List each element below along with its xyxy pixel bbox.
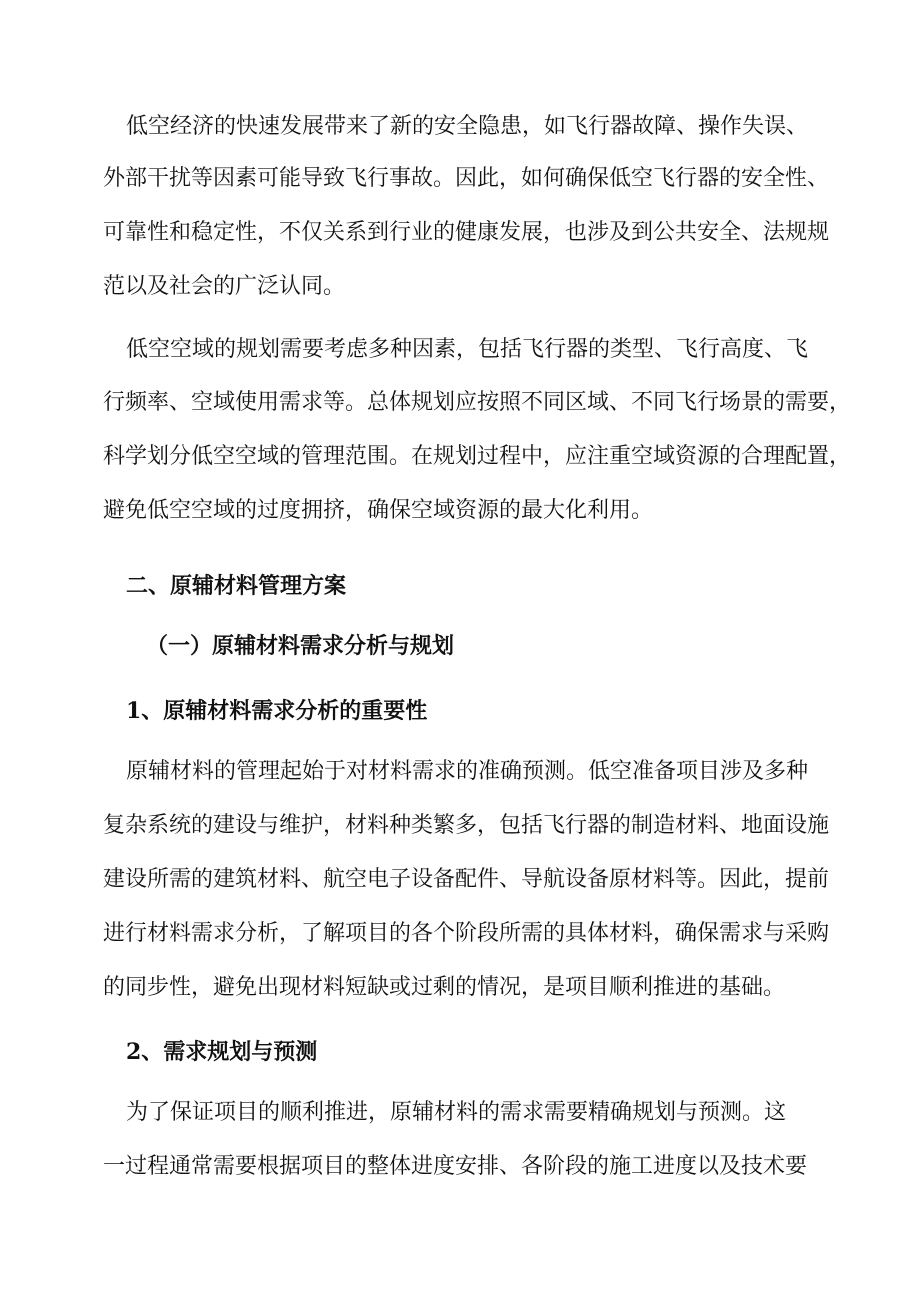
paragraph-line: 科学划分低空空域的管理范围。在规划过程中，应注重空域资源的合理配置， (103, 444, 852, 469)
paragraph-line: 外部干扰等因素可能导致飞行事故。因此，如何确保低空飞行器的安全性、 (103, 166, 830, 191)
paragraph-line: 为了保证项目的顺利推进，原辅材料的需求需要精确规划与预测。这 (126, 1100, 787, 1125)
paragraph-line: 低空空域的规划需要考虑多种因素，包括飞行器的类型、飞行高度、飞 (126, 337, 809, 362)
paragraph-line: 低空经济的快速发展带来了新的安全隐患，如飞行器故障、操作失误、 (126, 114, 809, 139)
paragraph-line: 行频率、空域使用需求等。总体规划应按照不同区域、不同飞行场景的需要， (103, 390, 852, 415)
paragraph-line: 原辅材料的管理起始于对材料需求的准确预测。低空准备项目涉及多种 (126, 759, 809, 784)
paragraph-line: 范以及社会的广泛认同。 (103, 274, 346, 299)
section-heading: 二、原辅材料管理方案 (126, 574, 347, 599)
paragraph-line: 建设所需的建筑材料、航空电子设备配件、导航设备原材料等。因此，提前 (103, 867, 830, 892)
paragraph-line: 进行材料需求分析，了解项目的各个阶段所需的具体材料，确保需求与采购 (103, 921, 830, 946)
paragraph-line: 一过程通常需要根据项目的整体进度安排、各阶段的施工进度以及技术要 (103, 1154, 808, 1179)
item-heading: 1、原辅材料需求分析的重要性 (126, 698, 428, 724)
subsection-heading: （一）原辅材料需求分析与规划 (146, 633, 455, 659)
item-heading: 2、需求规划与预测 (126, 1039, 318, 1065)
paragraph-line: 的同步性，避免出现材料短缺或过剩的情况，是项目顺利推进的基础。 (103, 975, 786, 1000)
paragraph-line: 避免低空空域的过度拥挤，确保空域资源的最大化利用。 (103, 498, 654, 523)
paragraph-line: 可靠性和稳定性，不仅关系到行业的健康发展，也涉及到公共安全、法规规 (103, 220, 830, 245)
paragraph-line: 复杂系统的建设与维护，材料种类繁多，包括飞行器的制造材料、地面设施 (103, 813, 830, 838)
